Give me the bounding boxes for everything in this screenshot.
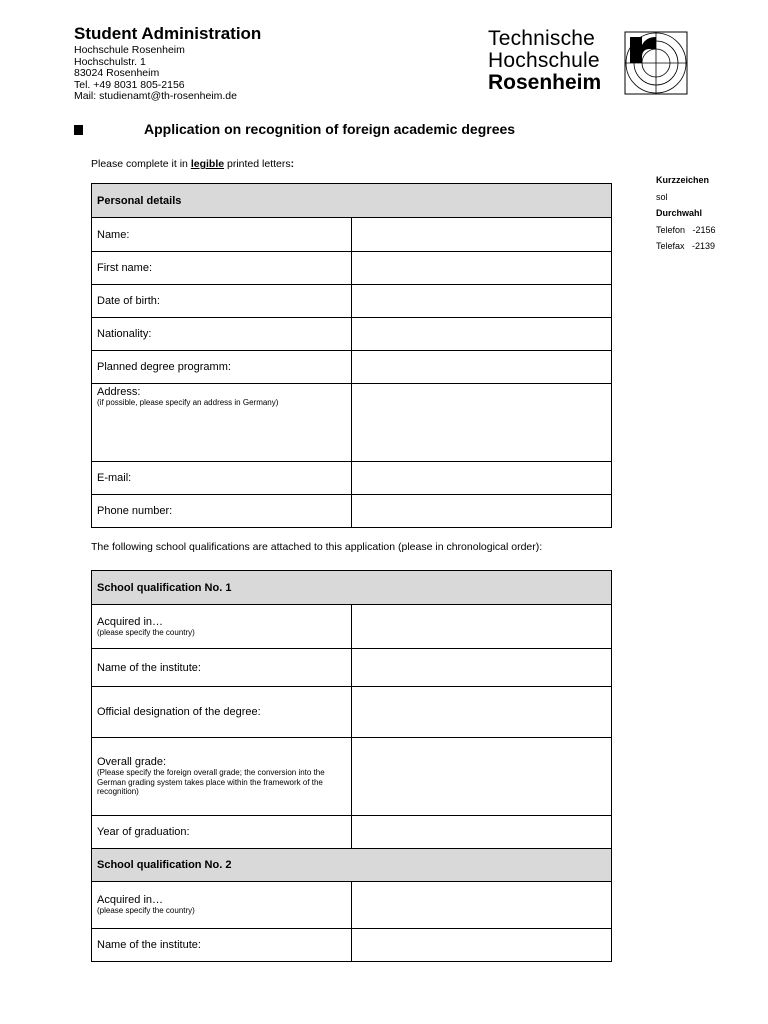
kurzzeichen-value: sol xyxy=(656,191,668,202)
q1-year-label: Year of graduation: xyxy=(92,816,352,849)
telefon-extension: Telefon -2156 xyxy=(656,224,716,235)
q1-designation-label: Official designation of the degree: xyxy=(92,687,352,738)
q1-acquired-label: Acquired in… xyxy=(97,615,164,628)
personal-details-table xyxy=(91,183,612,528)
instruction-part: printed letters xyxy=(224,158,291,170)
q1-designation-field[interactable] xyxy=(352,687,612,738)
q1-grade-label-cell xyxy=(92,738,352,816)
qualifications-intro: The following school qualifications are attached to this application (please in chronological order): xyxy=(91,541,543,553)
instruction-part: Please complete it in xyxy=(91,158,191,170)
logo-mark-icon xyxy=(624,31,688,95)
name-label: Name: xyxy=(92,218,352,252)
degree-programme-field[interactable] xyxy=(352,351,612,384)
phone-field[interactable] xyxy=(352,495,612,528)
address-label-cell xyxy=(92,384,352,462)
q1-grade-field[interactable] xyxy=(352,738,612,816)
date-of-birth-field[interactable] xyxy=(352,285,612,318)
q1-acquired-label-cell xyxy=(92,605,352,649)
nationality-field[interactable] xyxy=(352,318,612,351)
q1-year-field[interactable] xyxy=(352,816,612,849)
university-logo-text xyxy=(488,28,601,94)
personal-details-heading: Personal details xyxy=(92,184,612,218)
q1-grade-label: Overall grade: xyxy=(97,756,167,769)
instruction-text xyxy=(91,158,294,170)
school-qualifications-table xyxy=(91,570,612,962)
q1-institute-field[interactable] xyxy=(352,649,612,687)
q2-acquired-label: Acquired in… xyxy=(97,894,164,907)
q2-acquired-field[interactable] xyxy=(352,882,612,929)
logo-line-2: Hochschule xyxy=(488,49,600,72)
address-line: Hochschule Rosenheim xyxy=(74,44,185,56)
address-label: Address: xyxy=(97,386,141,398)
q1-acquired-field[interactable] xyxy=(352,605,612,649)
qualification-2-heading: School qualification No. 2 xyxy=(92,849,612,882)
q1-grade-note: (Please specify the foreign overall grade; the conversion into the German grading system takes place within the framework of the recognition) xyxy=(97,768,325,797)
kurzzeichen-label: Kurzzeichen xyxy=(656,175,710,185)
q1-acquired-note: (please specify the country) xyxy=(97,627,195,637)
address-email: Mail: studienamt@th-rosenheim.de xyxy=(74,90,237,102)
address-block xyxy=(74,45,237,103)
instruction-colon: : xyxy=(290,158,295,170)
title-bullet xyxy=(74,125,83,135)
instruction-emphasis: legible xyxy=(190,158,225,170)
q1-institute-label: Name of the institute: xyxy=(92,649,352,687)
address-note: (if possible, please specify an address in Germany) xyxy=(97,398,279,407)
email-label: E-mail: xyxy=(92,462,352,495)
side-info xyxy=(656,172,716,255)
phone-label: Phone number: xyxy=(92,495,352,528)
logo-line-1: Technische xyxy=(488,27,596,50)
telefax-extension: Telefax -2139 xyxy=(656,241,716,251)
q2-institute-field[interactable] xyxy=(352,929,612,962)
first-name-label: First name: xyxy=(92,252,352,285)
name-field[interactable] xyxy=(352,218,612,252)
address-phone: Tel. +49 8031 805-2156 xyxy=(74,78,185,91)
org-title: Student Administration xyxy=(74,24,262,43)
durchwahl-label: Durchwahl xyxy=(656,208,703,218)
email-field[interactable] xyxy=(352,462,612,495)
address-field[interactable] xyxy=(352,384,612,462)
q2-acquired-label-cell xyxy=(92,882,352,929)
document-title: Application on recognition of foreign academic degrees xyxy=(144,121,516,137)
address-line: 83024 Rosenheim xyxy=(74,67,160,79)
address-line: Hochschulstr. 1 xyxy=(74,55,146,68)
date-of-birth-label: Date of birth: xyxy=(92,285,352,318)
q2-institute-label: Name of the institute: xyxy=(92,929,352,962)
nationality-label: Nationality: xyxy=(92,318,352,351)
first-name-field[interactable] xyxy=(352,252,612,285)
qualification-1-heading: School qualification No. 1 xyxy=(92,571,612,605)
q2-acquired-note: (please specify the country) xyxy=(97,906,195,916)
logo-line-3: Rosenheim xyxy=(488,71,602,94)
degree-programme-label: Planned degree programm: xyxy=(92,351,352,384)
